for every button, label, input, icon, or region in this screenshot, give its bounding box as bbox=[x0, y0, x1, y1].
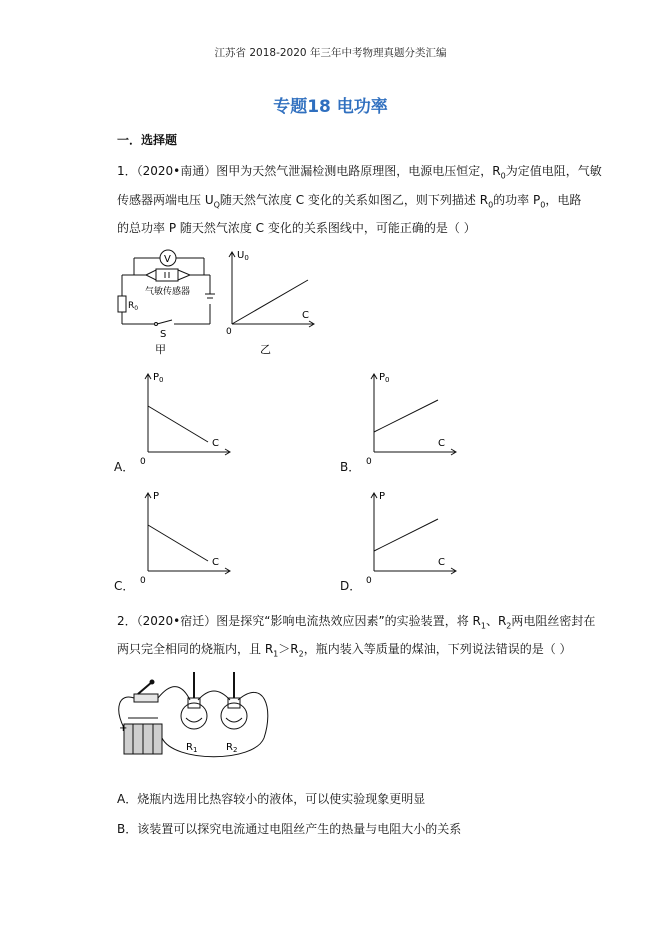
switch-label: S bbox=[160, 329, 167, 340]
option-graph-2 bbox=[136, 485, 236, 595]
page-title: 专题18 电功率 bbox=[273, 97, 388, 117]
option-ylabel-1: $P_0$ bbox=[379, 372, 390, 384]
trend-line bbox=[374, 519, 438, 551]
circuit-caption: 甲 bbox=[155, 343, 166, 356]
option-xlabel-3: C bbox=[438, 557, 445, 568]
section-heading: 一．选择题 bbox=[117, 133, 178, 147]
option-origin-1: 0 bbox=[366, 457, 372, 467]
option-label-3: D． bbox=[340, 579, 362, 593]
document-header: 江苏省 2018-2020 年三年中考物理真题分类汇编 bbox=[214, 47, 447, 59]
option-label-0: A． bbox=[114, 460, 135, 474]
option-graph-0 bbox=[136, 366, 236, 476]
circuit-diagram bbox=[112, 240, 222, 360]
q1-line-2: 传感器两端电压 $U_Q$随天然气浓度 C 变化的关系如图乙，则下列描述 $R_0$的功率 $P_0$，电路 bbox=[117, 193, 582, 210]
voltmeter-label: V bbox=[164, 254, 171, 265]
option-xlabel-2: C bbox=[212, 557, 219, 568]
option-label-1: B． bbox=[340, 460, 361, 474]
sensor-label: 气敏传感器 bbox=[145, 287, 191, 297]
option-xlabel-1: C bbox=[438, 438, 445, 449]
trend-line bbox=[148, 406, 208, 442]
q2-line-2: 两只完全相同的烧瓶内，且 $R_1>R_2$，瓶内装入等质量的煤油，下列说法错误的是（ ） bbox=[117, 642, 572, 659]
r2-label: $R_2$ bbox=[226, 742, 238, 754]
trend-line bbox=[148, 525, 208, 561]
q2-option-b: B．该装置可以探究电流通过电阻丝产生的热量与电阻大小的关系 bbox=[117, 822, 462, 836]
option-graph-1 bbox=[362, 366, 462, 476]
experiment-figure bbox=[114, 668, 274, 768]
option-graph-3 bbox=[362, 485, 462, 595]
option-ylabel-2: P bbox=[153, 491, 160, 502]
q2-line-1: 2．（2020•宿迁）图是探究“影响电流热效应因素”的实验装置，将 $R_1$、$R_2$两电阻丝密封在 bbox=[117, 614, 596, 631]
graph-yi-xlabel: C bbox=[302, 310, 309, 321]
graph-yi-origin: 0 bbox=[226, 327, 232, 337]
trend-line bbox=[374, 400, 438, 432]
resistor-label: $R_0$ bbox=[128, 301, 139, 312]
option-origin-3: 0 bbox=[366, 576, 372, 586]
graph-yi bbox=[222, 240, 322, 360]
option-origin-0: 0 bbox=[140, 457, 146, 467]
option-origin-2: 0 bbox=[140, 576, 146, 586]
q2-option-a: A．烧瓶内选用比热容较小的液体，可以使实验现象更明显 bbox=[117, 792, 426, 806]
battery-plus-label: + bbox=[119, 723, 128, 734]
r1-label: $R_1$ bbox=[186, 742, 198, 754]
option-xlabel-0: C bbox=[212, 438, 219, 449]
option-ylabel-0: $P_0$ bbox=[153, 372, 164, 384]
option-ylabel-3: P bbox=[379, 491, 386, 502]
q1-line-1: 1．（2020•南通）图甲为天然气泄漏检测电路原理图，电源电压恒定，$R_0$为定值电阻，气敏 bbox=[117, 164, 602, 181]
option-label-2: C． bbox=[114, 579, 135, 593]
q1-line-3: 的总功率 P 随天然气浓度 C 变化的关系图线中，可能正确的是（ ） bbox=[117, 221, 476, 235]
graph-yi-ylabel: $U_0$ bbox=[237, 250, 249, 262]
graph-yi-caption: 乙 bbox=[260, 343, 271, 356]
